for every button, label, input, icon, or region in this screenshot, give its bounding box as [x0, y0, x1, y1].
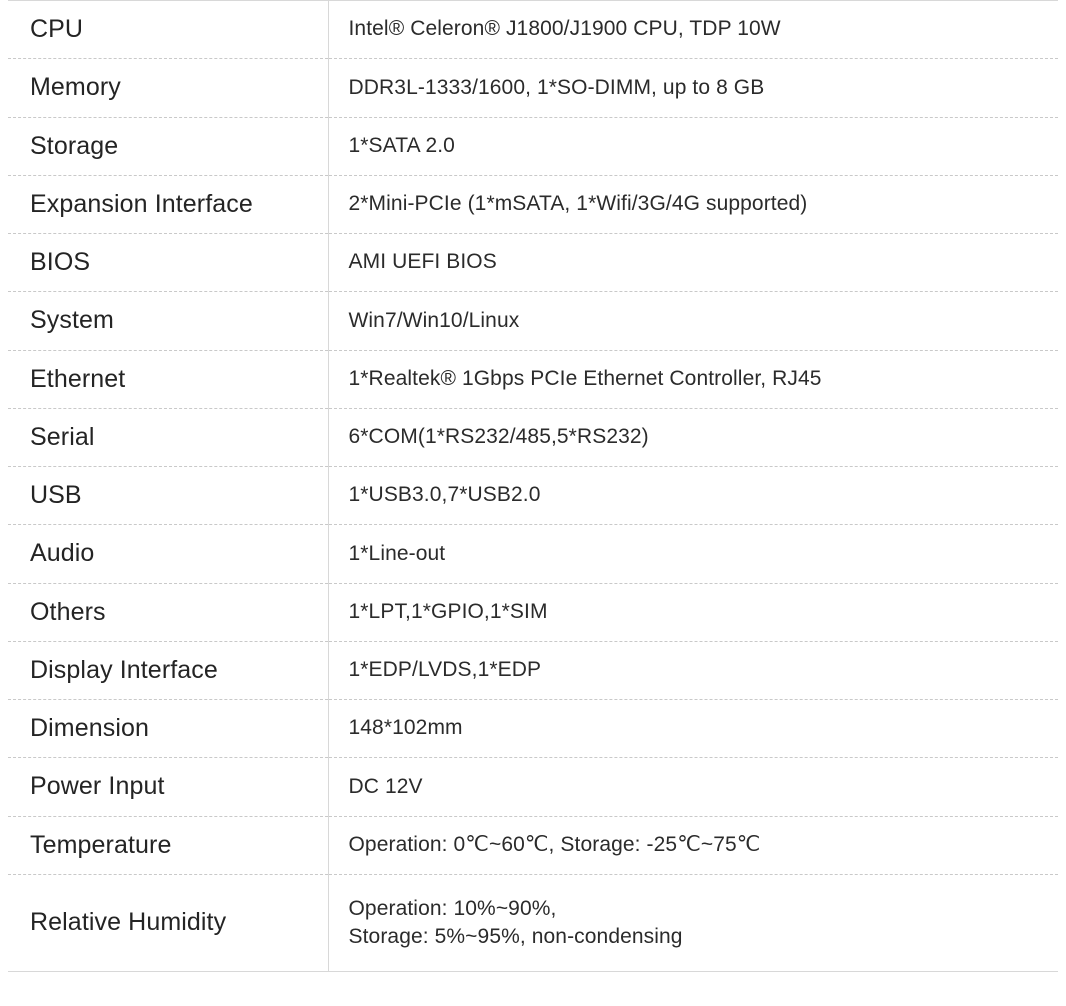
spec-value: 1*USB3.0,7*USB2.0: [348, 483, 541, 507]
spec-value: 1*EDP/LVDS,1*EDP: [348, 658, 542, 682]
table-row: [8, 816, 1058, 874]
spec-value: 1*LPT,1*GPIO,1*SIM: [348, 599, 548, 623]
specification-table-body: [8, 1, 1058, 972]
table-row: [8, 758, 1058, 816]
spec-label: Others: [8, 583, 328, 641]
spec-label: Expansion Interface: [8, 175, 328, 233]
spec-value-line-1: Operation: 10%~90%,: [348, 896, 557, 920]
spec-label: Relative Humidity: [8, 874, 328, 972]
spec-label: System: [8, 292, 328, 350]
spec-value: 148*102mm: [348, 716, 463, 740]
table-row: [8, 525, 1058, 583]
table-row: [8, 59, 1058, 117]
spec-label: USB: [8, 467, 328, 525]
spec-value: 1*SATA 2.0: [348, 133, 455, 157]
spec-label: Storage: [8, 117, 328, 175]
spec-value: 1*Line-out: [348, 541, 446, 565]
spec-value-line-2: Storage: 5%~95%, non-condensing: [348, 925, 683, 949]
spec-label: Ethernet: [8, 350, 328, 408]
table-row: [8, 1, 1058, 59]
spec-label: BIOS: [8, 234, 328, 292]
spec-label: CPU: [8, 1, 328, 59]
table-row: [8, 874, 1058, 972]
spec-label: Audio: [8, 525, 328, 583]
spec-label: Serial: [8, 408, 328, 466]
table-row: [8, 117, 1058, 175]
spec-label: Temperature: [8, 816, 328, 874]
table-row: [8, 234, 1058, 292]
spec-label: Memory: [8, 59, 328, 117]
spec-value: 1*Realtek® 1Gbps PCIe Ethernet Controller, RJ45: [348, 366, 822, 390]
table-row: [8, 700, 1058, 758]
table-row: [8, 292, 1058, 350]
table-row: [8, 175, 1058, 233]
spec-value: AMI UEFI BIOS: [348, 250, 497, 274]
table-row: [8, 467, 1058, 525]
specification-table: [8, 0, 1058, 972]
table-row: [8, 583, 1058, 641]
spec-value: Operation: 0℃~60℃, Storage: -25℃~75℃: [348, 832, 761, 856]
spec-value: Win7/Win10/Linux: [348, 308, 520, 332]
spec-label: Dimension: [8, 700, 328, 758]
spec-value: [328, 874, 1058, 972]
spec-value: 2*Mini-PCIe (1*mSATA, 1*Wifi/3G/4G supported): [348, 192, 808, 216]
spec-value: 6*COM(1*RS232/485,5*RS232): [348, 425, 649, 449]
spec-value: Intel® Celeron® J1800/J1900 CPU, TDP 10W: [348, 17, 781, 41]
spec-label: Power Input: [8, 758, 328, 816]
spec-label: Display Interface: [8, 641, 328, 699]
table-row: [8, 408, 1058, 466]
spec-value: DC 12V: [348, 774, 423, 798]
table-row: [8, 641, 1058, 699]
spec-value: DDR3L-1333/1600, 1*SO-DIMM, up to 8 GB: [348, 75, 765, 99]
table-row: [8, 350, 1058, 408]
